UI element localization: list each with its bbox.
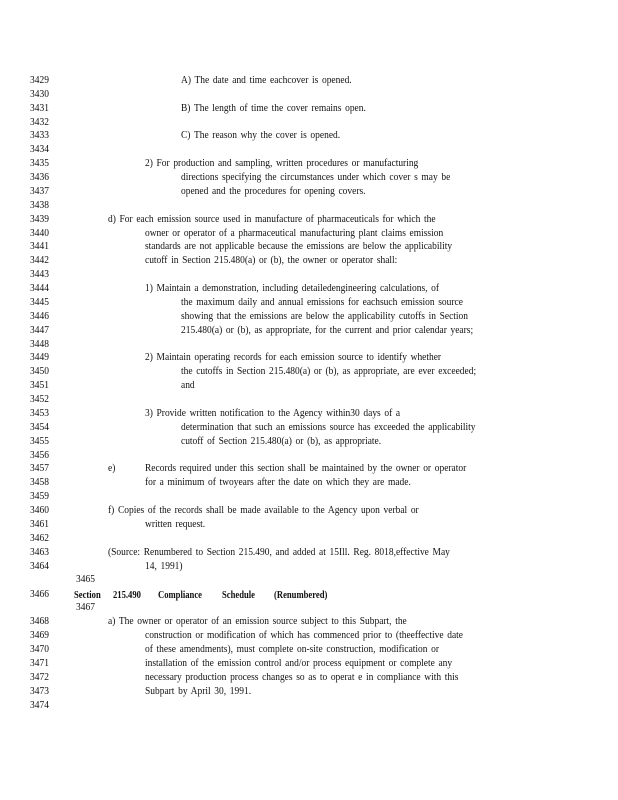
line-number: 3429 (30, 74, 49, 86)
line-number: 3467 (76, 601, 95, 613)
line-number: 3470 (30, 643, 49, 655)
line-number: 3430 (30, 88, 49, 100)
text-line: 2) Maintain operating records for each emission source to identify whether (145, 351, 442, 363)
text-line: f) Copies of the records shall be made available to the Agency upon verbal or (108, 504, 419, 516)
line-number: 3436 (30, 171, 49, 183)
text-line: d) For each emission source used in manufacture of pharmaceuticals for which the (108, 213, 436, 225)
line-number: 3432 (30, 116, 49, 128)
line-number: 3452 (30, 393, 49, 405)
line-number: 3456 (30, 449, 49, 461)
line-number: 3457 (30, 462, 49, 474)
text-line: the maximum daily and annual emissions for eachsuch emission source (181, 296, 463, 308)
line-number: 3466 (30, 588, 49, 600)
section-number: 215.490 (113, 590, 141, 601)
section-label: Section (74, 590, 101, 601)
text-line: showing that the emissions are below the applicability cutoffs in Section (181, 310, 469, 322)
text-line: 215.480(a) or (b), as appropriate, for the current and prior calendar years; (181, 324, 474, 336)
line-number: 3465 (76, 573, 95, 585)
line-number: 3439 (30, 213, 49, 225)
line-number: 3451 (30, 379, 49, 391)
text-line: construction or modification of which has commenced prior to (theeffective date (145, 629, 463, 641)
text-line: B) The length of time the cover remains open. (181, 102, 366, 114)
line-number: 3450 (30, 365, 49, 377)
line-number: 3444 (30, 282, 49, 294)
line-number: 3446 (30, 310, 49, 322)
source-note: 14, 1991) (145, 560, 183, 572)
text-line: and (181, 379, 195, 391)
text-line: owner or operator of a pharmaceutical manufacturing plant claims emission (145, 227, 444, 239)
text-line: Records required under this section shall be maintained by the owner or operator (145, 462, 467, 474)
text-line: 1) Maintain a demonstration, including detailedengineering calculations, of (145, 282, 440, 294)
line-number: 3464 (30, 560, 49, 572)
text-line: installation of the emission control and/or process equipment or complete any (145, 657, 453, 669)
line-number: 3443 (30, 268, 49, 280)
list-marker: e) (108, 462, 116, 474)
line-number: 3462 (30, 532, 49, 544)
text-line: Subpart by April 30, 1991. (145, 685, 252, 697)
text-line: directions specifying the circumstances under which cover s may be (181, 171, 451, 183)
text-line: opened and the procedures for opening covers. (181, 185, 366, 197)
text-line: determination that such an emissions source has exceeded the applicability (181, 421, 476, 433)
line-number: 3433 (30, 129, 49, 141)
line-number: 3458 (30, 476, 49, 488)
line-number: 3453 (30, 407, 49, 419)
line-number: 3437 (30, 185, 49, 197)
line-number: 3472 (30, 671, 49, 683)
text-line: necessary production process changes so as to operat e in compliance with this (145, 671, 459, 683)
text-line: 3) Provide written notification to the Agency within30 days of a (145, 407, 401, 419)
text-line: written request. (145, 518, 206, 530)
section-title: Compliance (158, 590, 202, 601)
line-number: 3473 (30, 685, 49, 697)
source-note: (Source: Renumbered to Section 215.490, and added at 15Ill. Reg. 8018,effective May (108, 546, 450, 558)
line-number: 3459 (30, 490, 49, 502)
line-number: 3442 (30, 254, 49, 266)
line-number: 3431 (30, 102, 49, 114)
line-number: 3461 (30, 518, 49, 530)
line-number: 3445 (30, 296, 49, 308)
line-number: 3474 (30, 699, 49, 711)
text-line: C) The reason why the cover is opened. (181, 129, 341, 141)
line-number: 3463 (30, 546, 49, 558)
text-line: 2) For production and sampling, written procedures or manufacturing (145, 157, 419, 169)
line-number: 3471 (30, 657, 49, 669)
line-number: 3440 (30, 227, 49, 239)
text-line: cutoff in Section 215.480(a) or (b), the owner or operator shall: (145, 254, 398, 266)
line-number: 3455 (30, 435, 49, 447)
line-number: 3449 (30, 351, 49, 363)
text-line: A) The date and time eachcover is opened. (181, 74, 352, 86)
line-number: 3448 (30, 338, 49, 350)
line-number: 3441 (30, 240, 49, 252)
line-number: 3460 (30, 504, 49, 516)
text-line: standards are not applicable because the emissions are below the applicability (145, 240, 453, 252)
line-number: 3468 (30, 615, 49, 627)
line-number: 3435 (30, 157, 49, 169)
line-number: 3434 (30, 143, 49, 155)
line-number: 3454 (30, 421, 49, 433)
line-number: 3447 (30, 324, 49, 336)
text-line: for a minimum of twoyears after the date on which they are made. (145, 476, 411, 488)
text-line: of these amendments), must complete on-site construction, modification or (145, 643, 440, 655)
section-title: Schedule (222, 590, 255, 601)
text-line: a) The owner or operator of an emission source subject to this Subpart, the (108, 615, 407, 627)
section-title: (Renumbered) (274, 590, 328, 601)
line-number: 3438 (30, 199, 49, 211)
text-line: cutoff of Section 215.480(a) or (b), as appropriate. (181, 435, 382, 447)
text-line: the cutoffs in Section 215.480(a) or (b), as appropriate, are ever exceeded; (181, 365, 477, 377)
line-number: 3469 (30, 629, 49, 641)
